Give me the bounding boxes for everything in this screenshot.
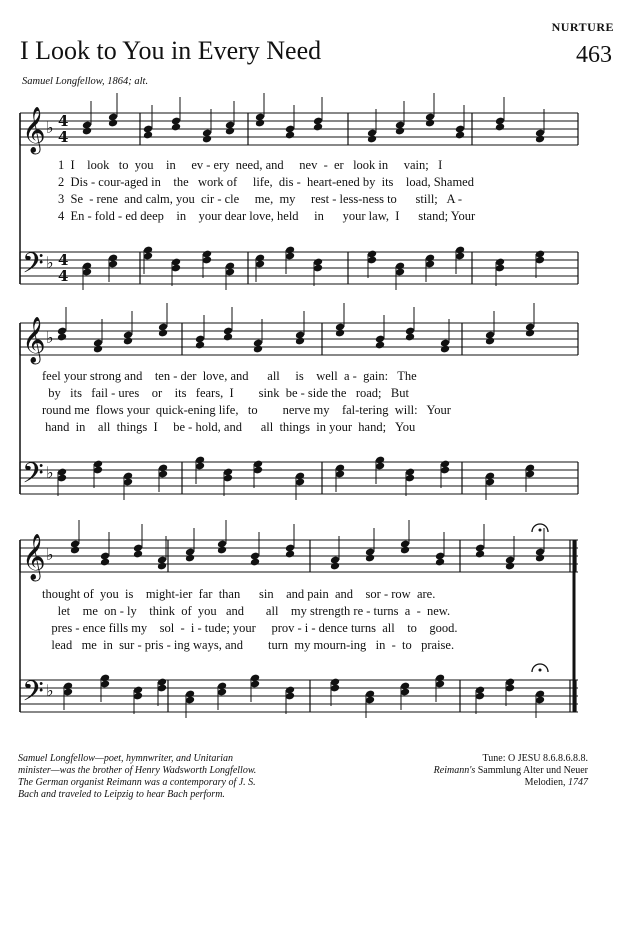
note-head [535, 554, 545, 563]
note-head [435, 558, 445, 567]
note-head [485, 337, 495, 346]
tune-name: Tune: O JESU 8.6.8.6.8.8. [482, 753, 588, 764]
note-head [123, 337, 133, 346]
footnote-line: Samuel Longfellow—poet, hymnwriter, and Unitarian [18, 753, 233, 764]
time-signature: 4 [58, 267, 69, 285]
bass-clef: 𝄢 [22, 457, 44, 497]
note-head [250, 558, 260, 567]
note-head [157, 562, 167, 571]
note-head [255, 119, 265, 128]
note-head [455, 131, 465, 140]
tune-source: Reimann's Sammlung Alter und Neuer [433, 765, 588, 776]
verse-line: 3 Se - rene and calm, you cir - cle me, my rest - less-ness to still; A - [58, 192, 463, 206]
note-head [313, 123, 323, 132]
note-head [133, 550, 143, 559]
fermata-dot [539, 529, 542, 532]
treble-clef: 𝄞 [22, 317, 46, 363]
note-head [108, 119, 118, 128]
footnote-line: The German organist Reimann was a contemporary of J. S. [18, 777, 256, 788]
fermata-dot [539, 669, 542, 672]
bass-clef: 𝄢 [22, 675, 44, 715]
note-head [57, 333, 67, 342]
verse-line: feel your strong and ten - der love, and all is well a - gain: The [42, 369, 417, 383]
note-head [400, 546, 410, 555]
note-head [525, 329, 535, 338]
hymn-title: I Look to You in Every Need [20, 36, 322, 65]
note-head [195, 341, 205, 350]
note-head [143, 131, 153, 140]
note-head [202, 135, 212, 144]
verse-line: let me on - ly think of you and all my strength re - turns a - new. [42, 604, 451, 618]
time-signature: 4 [58, 251, 69, 269]
note-head [330, 562, 340, 571]
note-head [253, 345, 263, 354]
section-label: NURTURE [551, 20, 614, 34]
note-head [171, 123, 181, 132]
note-head [495, 123, 505, 132]
time-signature: 4 [58, 128, 69, 146]
note-head [395, 127, 405, 136]
time-signature: 4 [58, 112, 69, 130]
note-head [285, 131, 295, 140]
footnote-line: Bach and traveled to Leipzig to hear Bach perform. [18, 789, 225, 800]
bass-clef: 𝄢 [22, 247, 44, 287]
note-head [285, 550, 295, 559]
footnote-line: minister—was the brother of Henry Wadsworth Longfellow. [18, 765, 257, 776]
note-head [82, 127, 92, 136]
note-head [535, 135, 545, 144]
flat-sign: ♭ [46, 253, 54, 272]
note-head [185, 554, 195, 563]
verse-line: by its fail - ures or its fears, I sink be - side the road; But [42, 386, 409, 400]
verse-line: hand in all things I be - hold, and all things in your hand; You [42, 420, 416, 434]
flat-sign: ♭ [46, 681, 54, 700]
flat-sign: ♭ [46, 545, 54, 564]
note-head [158, 329, 168, 338]
verse-line: lead me in sur - pris - ing ways, and turn my mourn-ing in - to praise. [42, 638, 455, 652]
tune-info [328, 753, 588, 789]
verse-line: round me flows your quick-ening life, to nerve my fal-tering will: Your [42, 403, 451, 417]
note-head [475, 550, 485, 559]
verse-line: thought of you is might-ier far than sin and pain and sor - row are. [42, 587, 436, 601]
note-head [367, 135, 377, 144]
flat-sign: ♭ [46, 328, 54, 347]
verse-line: pres - ence fills my sol - i - tude; your prov - i - dence turns all to good. [42, 621, 458, 635]
note-head [440, 345, 450, 354]
note-head [375, 341, 385, 350]
note-head [93, 345, 103, 354]
footnote [18, 753, 318, 801]
note-head [70, 546, 80, 555]
hymn-number: 463 [576, 42, 612, 68]
tune-source-date: Melodien, 1747 [524, 777, 588, 788]
flat-sign: ♭ [46, 118, 54, 137]
verse-line: 2 Dis - cour-aged in the work of life, dis - heart-ened by its load, Shamed [58, 175, 474, 189]
note-head [365, 554, 375, 563]
treble-clef: 𝄞 [22, 534, 46, 580]
note-head [425, 119, 435, 128]
note-head [295, 337, 305, 346]
note-head [217, 546, 227, 555]
verse-line: 1 I look to you in ev - ery need, and nev - er look in vain; I [58, 158, 443, 172]
flat-sign: ♭ [46, 463, 54, 482]
note-head [335, 329, 345, 338]
text-attribution: Samuel Longfellow, 1864; alt. [22, 76, 149, 87]
note-head [100, 558, 110, 567]
treble-clef: 𝄞 [22, 107, 46, 153]
note-head [225, 127, 235, 136]
note-head [405, 333, 415, 342]
verse-line: 4 En - fold - ed deep in your dear love, held in your law, I stand; Your [58, 209, 476, 223]
note-head [223, 333, 233, 342]
note-head [505, 562, 515, 571]
